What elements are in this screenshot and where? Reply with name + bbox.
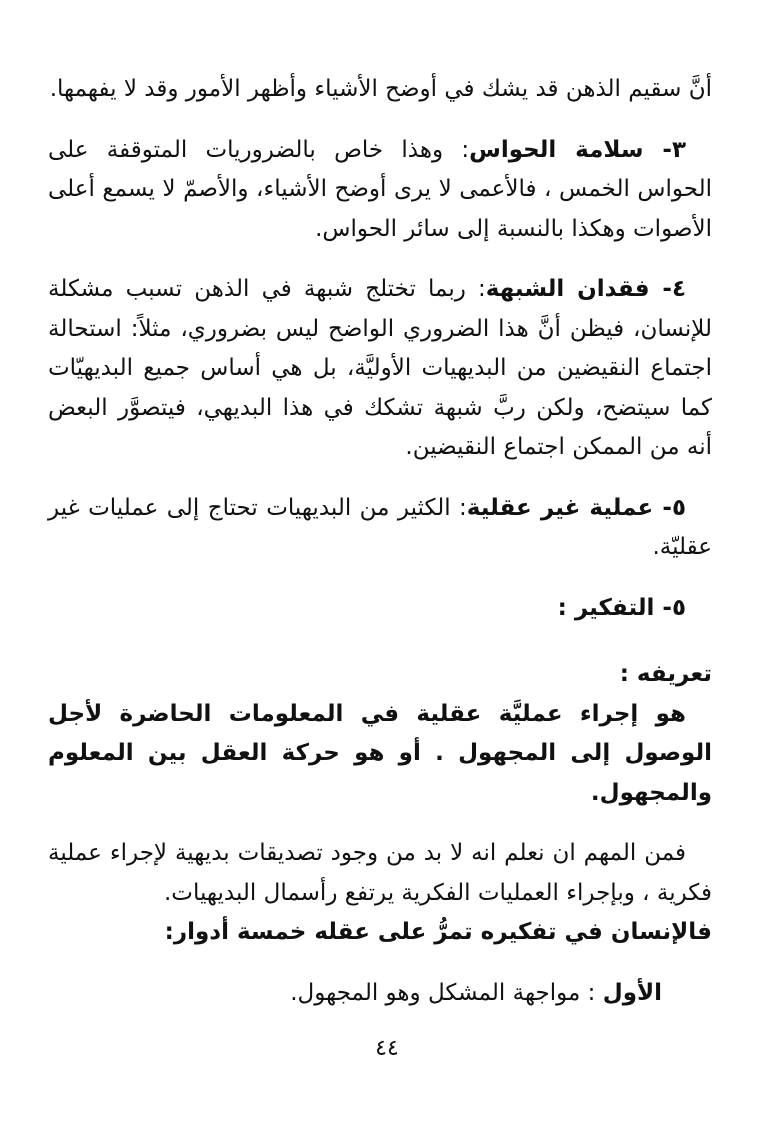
first-stage-text: : مواجهة المشكل وهو المجهول. [290, 979, 603, 1006]
first-stage-label: الأول [602, 979, 662, 1006]
section-heading-thinking: ٥- التفكير : [557, 594, 686, 621]
definition-heading: تعريفه : [619, 661, 712, 687]
item-3-paragraph [48, 131, 712, 250]
item-4-label: ٤- فقدان الشبهة [485, 276, 686, 302]
definition-text: هو إجراء عمليَّة عقلية في المعلومات الحاضرة لأجل الوصول إلى المجهول . أو هو حركة العقل بين المعلوم والمجهول. [48, 700, 712, 806]
page-number: ٤٤ [375, 1036, 399, 1061]
body-paragraph: فمن المهم ان نعلم انه لا بد من وجود تصديقات بديهية لإجراء عملية فكرية ، وبإجراء العمليات الفكرية يرتفع رأسمال البديهيات. [48, 840, 712, 906]
item-5-label: ٥- عملية غير عقلية [466, 494, 686, 521]
item-4-text: : ربما تختلج شبهة في الذهن تسبب مشكلة للإنسان، فيظن أنَّ هذا الضروري الواضح ليس بضروري، مثلاً: استحالة اجتماع النقيضين من البديهيات الأوليَّة، بل هي أساس جميع البديهيّات كما سيتضح، ولكن ربَّ شبهة تشكك في هذا البديهي، فيتصوَّر البعض أنه من الممكن اجتماع النقيضين. [48, 276, 712, 460]
body-bold-line: فالإنسان في تفكيره تمرُّ على عقله خمسة أدوار: [164, 919, 712, 945]
item-3-label: ٣- سلامة الحواس [469, 136, 687, 163]
item-4-paragraph [48, 270, 712, 468]
item-5-paragraph [48, 489, 712, 568]
item-5-text: : الكثير من البديهيات تحتاج إلى عمليات غير عقليّة. [48, 494, 712, 560]
item-3-text: : وهذا خاص بالضروريات المتوقفة على الحواس الخمس ، فالأعمى لا يرى أوضح الأشياء، والأصمّ لا يسمع أعلى الأصوات وهكذا بالنسبة إلى سائر الحواس. [48, 136, 712, 242]
page-content [48, 70, 712, 1034]
first-stage [48, 974, 712, 1014]
intro-text: أنَّ سقيم الذهن قد يشك في أوضح الأشياء وأظهر الأمور وقد لا يفهمها. [49, 76, 712, 102]
intro-paragraph [48, 70, 712, 110]
